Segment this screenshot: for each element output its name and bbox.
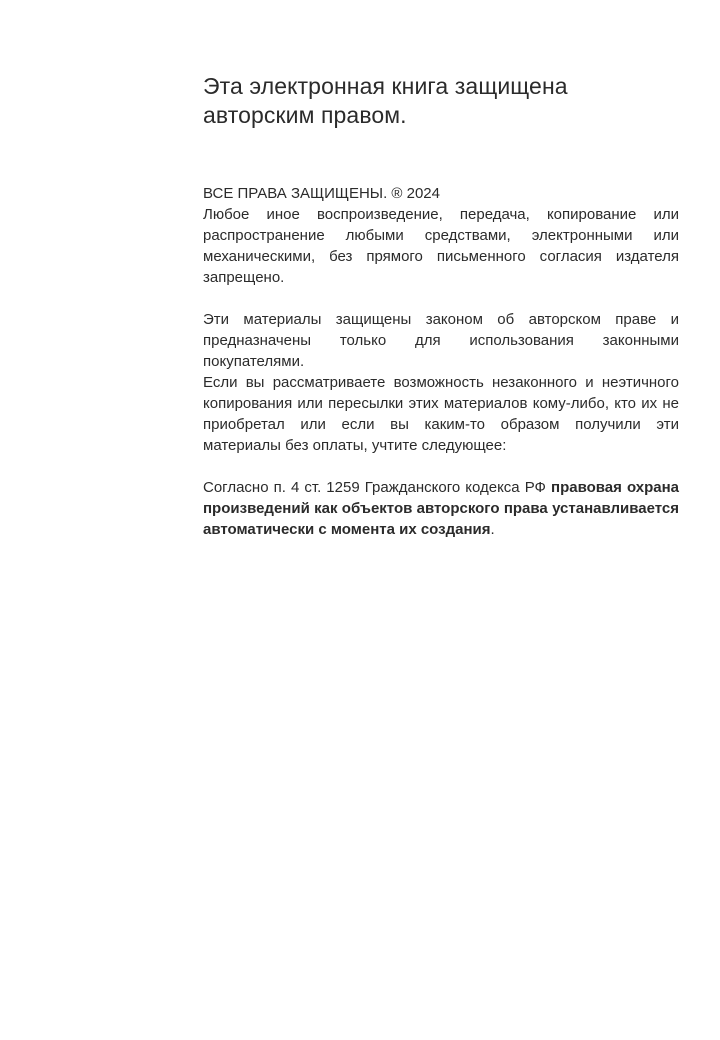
- civil-code-text: Согласно п. 4 ст. 1259 Гражданского кодекса РФ: [203, 479, 552, 496]
- civil-code-bold-text: правовая охрана произведений как объектов авторского права устанавливается автоматически с момента их создания: [203, 479, 680, 538]
- copyright-page: [203, 72, 679, 540]
- page-title: Эта электронная книга защищена авторским правом.: [203, 73, 568, 128]
- illegal-copying-warning: Если вы рассматриваете возможность незаконного и неэтичного копирования или пересылки этих материалов кому-либо, кто их не приобретал или если вы каким-то образом получили эти материалы без оплаты, учтите следующее:: [203, 374, 679, 454]
- reproduction-notice: Любое иное воспроизведение, передача, копирование или распространение любыми средствами, электронными или механическими, без прямого письменного согласия издателя запрещено.: [203, 206, 679, 286]
- rights-reserved-line: ВСЕ ПРАВА ЗАЩИЩЕНЫ. ® 2024: [203, 185, 440, 202]
- copyright-law-notice: Эти материалы защищены законом об авторском праве и предназначены только для использования законными покупателями.: [203, 311, 679, 370]
- civil-code-paragraph: [203, 477, 679, 540]
- civil-code-end: .: [490, 521, 495, 538]
